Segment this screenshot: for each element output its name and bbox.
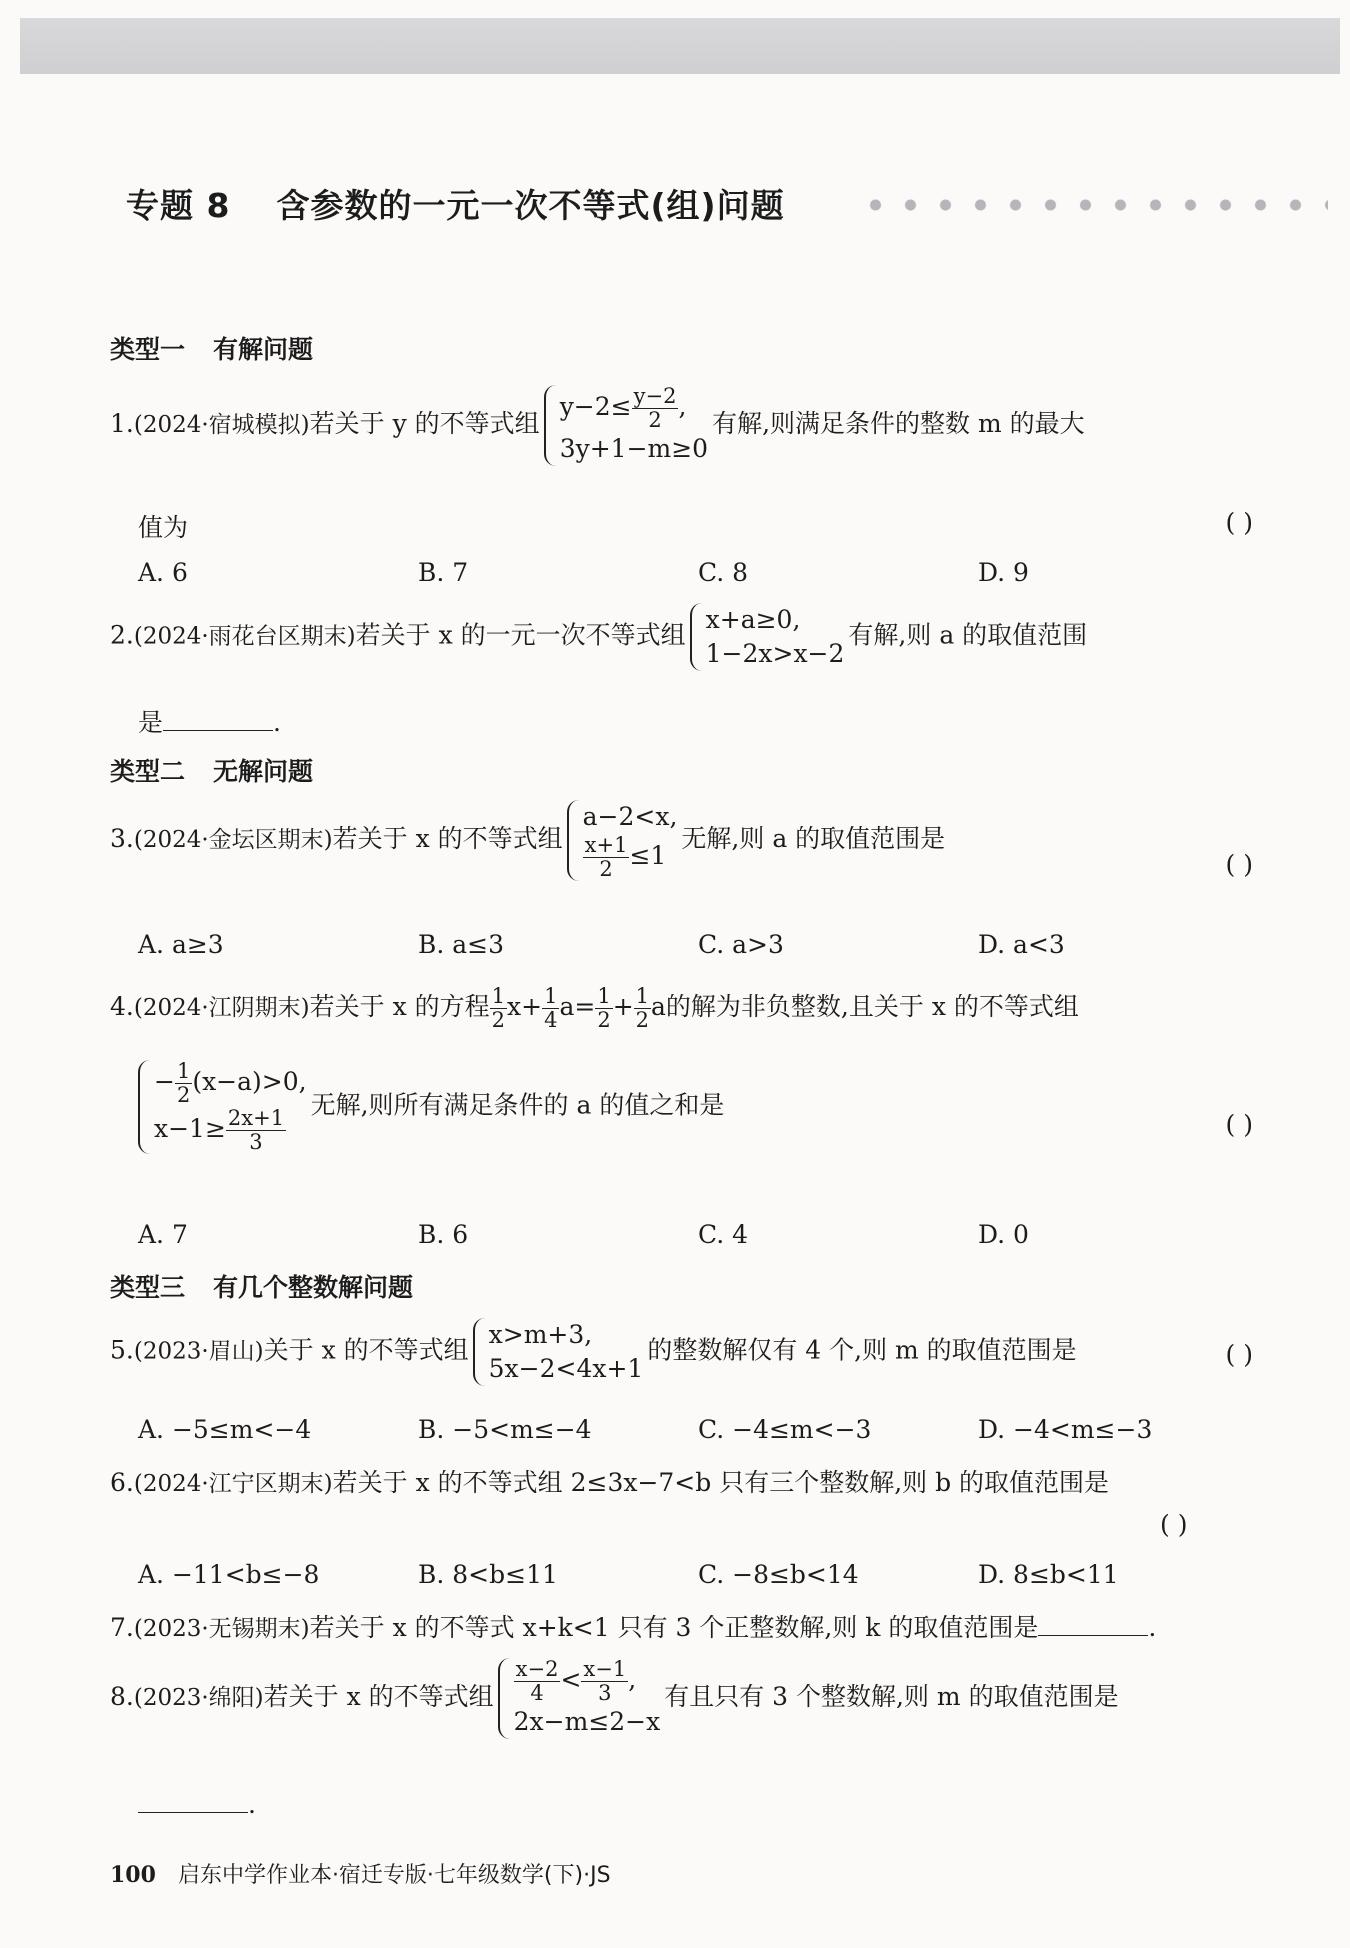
book-title: 启东中学作业本·宿迁专版·七年级数学(下)·JS [177,1863,611,1888]
question-4-cont: − $\frac{1}{2}$ (x−a)>0, x−1≥ $\frac{2x+1}{3}$ 无解,则所有满足条件的 a 的值之和是 ( ) [134,1060,1258,1154]
option-a: A. a≥3 [138,930,224,959]
answer-bracket: ( ) [1225,1340,1253,1369]
question-6: 6.(2024·江宁区期末)若关于 x 的不等式组 2≤3x−7<b 只有三个整数解,则 b 的取值范围是 [110,1468,1110,1497]
option-c: C. a>3 [698,930,784,959]
option-a: A. −11<b≤−8 [138,1560,320,1589]
page-title [126,180,785,227]
option-c: C. −4≤m<−3 [698,1415,872,1444]
inequality-system: − $\frac{1}{2}$ (x−a)>0, x−1≥ $\frac{2x+1}{3}$ [138,1060,307,1154]
topic-number: 专题 8 [126,186,231,225]
question-2-cont: 是 . [138,708,281,737]
option-a: A. 7 [138,1220,188,1249]
option-b: B. 8<b≤11 [418,1560,558,1589]
question-1: 1.(2024·宿城模拟)若关于 y 的不等式组 y−2≤ $\frac{y-2}{2}$ , 3y+1−m≥0 有解,则满足条件的整数 m 的最大 [110,385,1085,466]
inequality-system: x>m+3, 5x−2<4x+1 [473,1318,644,1386]
answer-bracket: ( ) [1160,1510,1188,1539]
question-8-cont: . [138,1790,256,1819]
answer-bracket: ( ) [1225,508,1253,537]
option-d: D. 9 [978,558,1029,587]
question-4: 4.(2024·江阴期末)若关于 x 的方程 $\frac{1}{2}$ x+ $\frac{1}{4}$ a= $\frac{1}{2}$ + $\frac{1}{2}$ a的解为非负整数,且关于 x 的不等式组 [110,984,1079,1033]
option-d: D. a<3 [978,930,1065,959]
section-heading-1: 类型一 有解问题 [110,335,314,364]
question-8: 8.(2023·绵阳)若关于 x 的不等式组 $\frac{x-2}{4}$ < $\frac{x-1}{3}$ , 2x−m≤2−x 有且只有 3 个整数解,则 m 的取值范围是 [110,1658,1119,1739]
answer-bracket: ( ) [1225,850,1253,879]
question-7: 7.(2023·无锡期末)若关于 x 的不等式 x+k<1 只有 3 个正整数解,则 k 的取值范围是 . [110,1613,1157,1642]
answer-blank[interactable] [163,729,273,731]
topic-title: 含参数的一元一次不等式(组)问题 [276,186,785,225]
option-d: D. 0 [978,1220,1029,1249]
page-footer [110,1858,611,1889]
option-a: A. −5≤m<−4 [138,1415,312,1444]
option-a: A. 6 [138,558,188,587]
option-c: C. 8 [698,558,749,587]
option-b: B. 6 [418,1220,469,1249]
top-banner [20,18,1340,74]
option-b: B. 7 [418,558,469,587]
answer-bracket: ( ) [1225,1110,1253,1139]
answer-blank[interactable] [138,1811,248,1813]
section-heading-2: 类型二 无解问题 [110,757,314,786]
question-1-cont: 值为 ( ) [138,508,1253,542]
option-c: C. −8≤b<14 [698,1560,859,1589]
question-2: 2.(2024·雨花台区期末)若关于 x 的一元一次不等式组 x+a≥0, 1−2x>x−2 有解,则 a 的取值范围 [110,603,1087,671]
title-dots-decoration [858,198,1328,212]
inequality-system: $\frac{x-2}{4}$ < $\frac{x-1}{3}$ , 2x−m≤2−x [498,1658,661,1739]
inequality-system: x+a≥0, 1−2x>x−2 [690,603,845,671]
option-b: B. a≤3 [418,930,505,959]
option-b: B. −5<m≤−4 [418,1415,592,1444]
page-number: 100 [110,1862,156,1888]
question-3: 3.(2024·金坛区期末)若关于 x 的不等式组 a−2<x, $\frac{x+1}{2}$ ≤1 无解,则 a 的取值范围是 ( ) [110,802,1253,881]
section-heading-3: 类型三 有几个整数解问题 [110,1273,414,1302]
inequality-system: a−2<x, $\frac{x+1}{2}$ ≤1 [567,800,678,881]
option-d: D. 8≤b<11 [978,1560,1119,1589]
option-d: D. −4<m≤−3 [978,1415,1153,1444]
question-5: 5.(2023·眉山)关于 x 的不等式组 x>m+3, 5x−2<4x+1 的整数解仅有 4 个,则 m 的取值范围是 ( ) [110,1318,1258,1386]
option-c: C. 4 [698,1220,749,1249]
inequality-system: y−2≤ $\frac{y-2}{2}$ , 3y+1−m≥0 [544,385,708,466]
answer-blank[interactable] [1038,1634,1148,1636]
